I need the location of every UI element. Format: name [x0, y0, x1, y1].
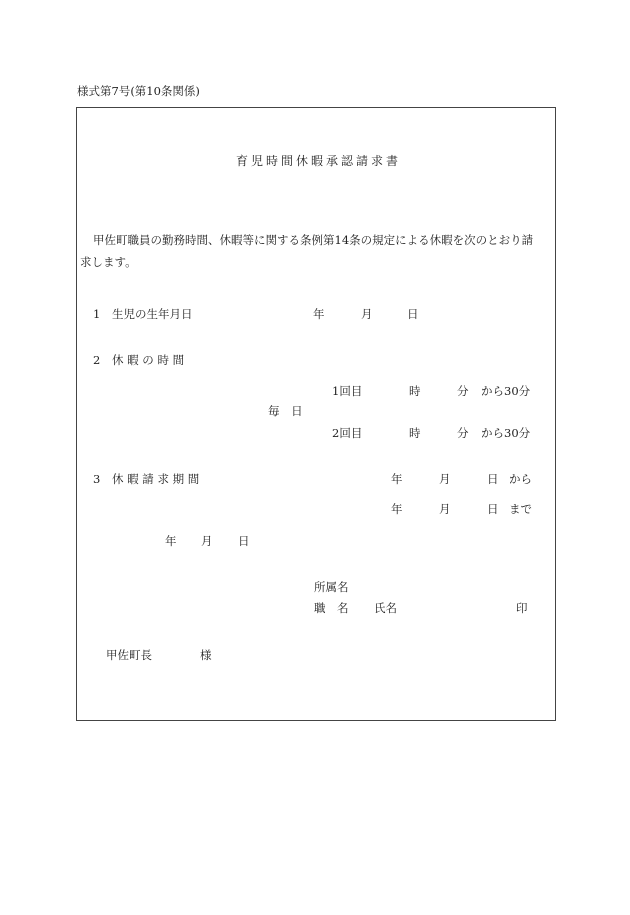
item1-year: 年: [313, 307, 325, 321]
item3-start-day: 日: [487, 472, 499, 486]
item3-start-year: 年: [391, 472, 403, 486]
item1-month: 月: [361, 307, 373, 321]
item3-label: 休 暇 請 求 期 間: [112, 472, 200, 486]
item2-second-label: 2回目: [332, 426, 363, 440]
item3-end-month: 月: [439, 502, 451, 516]
item3-number: 3: [93, 472, 101, 486]
item3-start-month: 月: [439, 472, 451, 486]
seal-mark: 印: [516, 601, 528, 615]
date-year: 年: [165, 534, 177, 548]
item3-end-year: 年: [391, 502, 403, 516]
addressee-honorific: 様: [200, 648, 212, 662]
intro-text-line-1: 甲佐町職員の勤務時間、休暇等に関する条例第14条の規定による休暇を次のとおり請: [93, 233, 534, 247]
item2-second-minute: 分: [457, 426, 469, 440]
item1-label: 生児の生年月日: [112, 307, 193, 321]
item2-every-day: 毎 日: [268, 404, 307, 418]
item3-end-suffix: まで: [509, 502, 532, 516]
date-day: 日: [238, 534, 250, 548]
form-frame: [76, 107, 556, 721]
item2-second-suffix: から30分: [481, 426, 531, 440]
item3-start-suffix: から: [509, 472, 532, 486]
item2-first-minute: 分: [457, 384, 469, 398]
item2-label: 休 暇 の 時 間: [112, 353, 185, 367]
form-number-label: 様式第7号(第10条関係): [77, 84, 200, 98]
department-label: 所属名: [314, 580, 349, 594]
form-title: 育児時間休暇承認請求書: [236, 154, 402, 168]
item2-first-label: 1回目: [332, 384, 363, 398]
item2-second-hour: 時: [409, 426, 421, 440]
item2-first-hour: 時: [409, 384, 421, 398]
item1-day: 日: [407, 307, 419, 321]
name-label: 氏名: [374, 601, 397, 615]
item2-first-suffix: から30分: [481, 384, 531, 398]
item3-end-day: 日: [487, 502, 499, 516]
item1-number: 1: [93, 307, 101, 321]
position-label: 職 名: [314, 601, 349, 615]
intro-text-line-2: 求します。: [80, 255, 137, 269]
date-month: 月: [201, 534, 213, 548]
addressee-name: 甲佐町長: [106, 648, 152, 662]
item2-number: 2: [93, 353, 101, 367]
